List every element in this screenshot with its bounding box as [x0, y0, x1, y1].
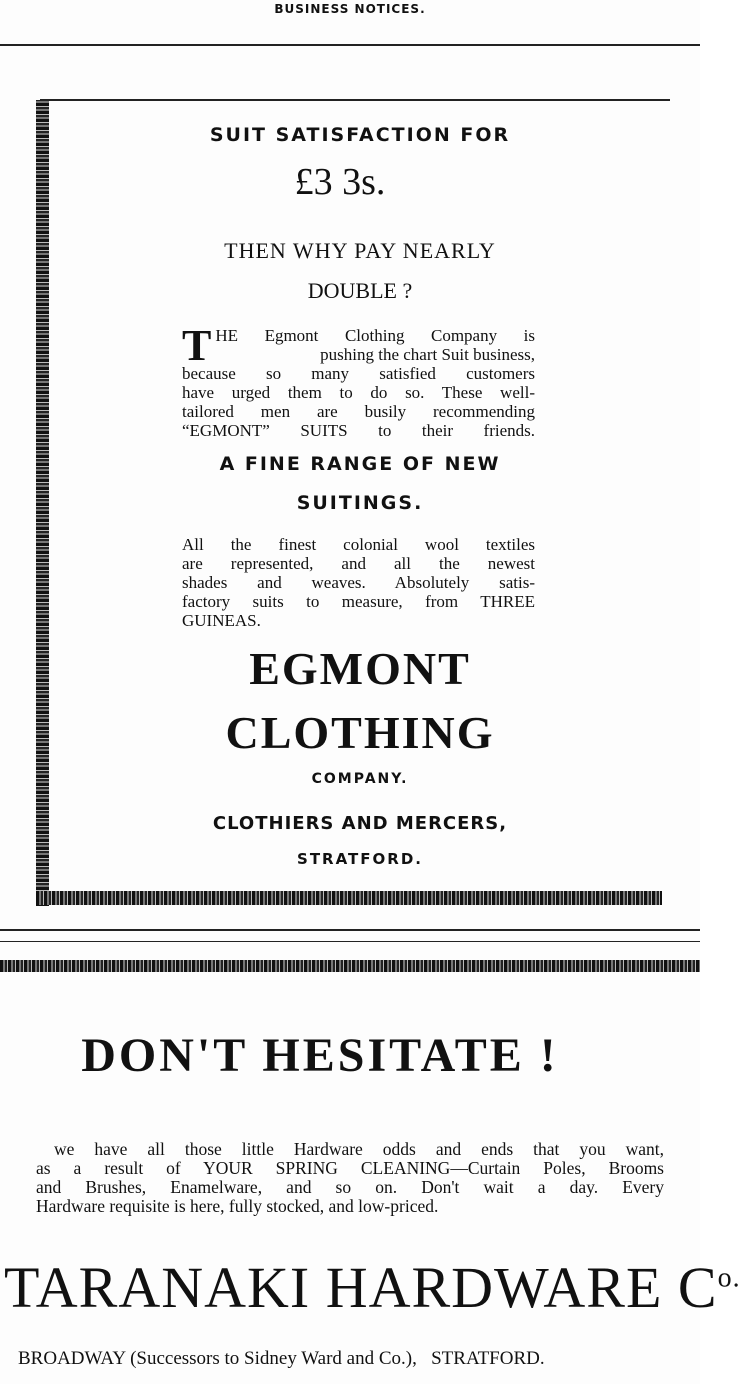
drop-cap: T: [182, 321, 212, 370]
ad-border-bottom: [36, 891, 662, 905]
paragraph-2: [182, 535, 535, 630]
question-line-1: THEN WHY PAY NEARLY: [224, 238, 496, 263]
text-line: HE Egmont Clothing Company is: [215, 326, 535, 345]
company-suffix: o.: [717, 1262, 741, 1294]
hardware-paragraph: [36, 1140, 664, 1216]
text-line: factory suits to measure, from THREE: [182, 592, 535, 611]
company-name: [4, 1254, 741, 1321]
text-line: we have all those little Hardware odds and ends that you want,: [54, 1139, 664, 1159]
text-line: have urged them to do so. These well-: [182, 383, 535, 402]
text-line: as a result of YOUR SPRING CLEANING—Curtain Poles, Brooms: [36, 1158, 664, 1178]
separator-rule-1: [0, 929, 700, 931]
text-line: “EGMONT” SUITS to their friends.: [182, 421, 535, 440]
company-name-line-2: CLOTHING: [225, 707, 495, 758]
text-line: GUINEAS.: [182, 611, 261, 630]
town-line: STRATFORD.: [297, 850, 423, 868]
top-rule: [0, 44, 700, 46]
subhead-line-1: A FINE RANGE OF NEW: [219, 453, 501, 475]
text-line: Hardware requisite is here, fully stocked, and low-priced.: [36, 1196, 439, 1216]
text-line: pushing the chart Suit business,: [320, 345, 535, 364]
ad-border-top: [40, 99, 670, 101]
text-line: are represented, and all the newest: [182, 554, 535, 573]
trade-line: CLOTHIERS AND MERCERS,: [212, 813, 508, 834]
address: BROADWAY (Successors to Sidney Ward and Co.), STRATFORD.: [18, 1348, 545, 1369]
text-line: and Brushes, Enamelware, and so on. Don't wait a day. Every: [36, 1177, 664, 1197]
separator-rule-2: [0, 941, 700, 942]
text-line: tailored men are busily recommending: [182, 402, 535, 421]
text-line: because so many satisfied customers: [182, 364, 535, 383]
question-line-2: DOUBLE ?: [307, 278, 413, 303]
headline: SUIT SATISFACTION FOR: [209, 124, 511, 146]
subhead-line-2: SUITINGS.: [296, 492, 424, 514]
section-title: BUSINESS NOTICES.: [274, 2, 426, 16]
ad-border-left: [36, 100, 49, 906]
company-name-line-3: COMPANY.: [311, 771, 409, 787]
paragraph-1: [182, 321, 535, 440]
headline: DON'T HESITATE !: [81, 1029, 559, 1082]
separator-band: [0, 960, 700, 972]
text-line: All the finest colonial wool textiles: [182, 535, 535, 554]
company-name-line-1: EGMONT: [249, 643, 471, 694]
company-name-text: TARANAKI HARDWARE C: [4, 1255, 718, 1320]
price: £3 3s.: [294, 161, 386, 203]
text-line: shades and weaves. Absolutely satis-: [182, 573, 535, 592]
